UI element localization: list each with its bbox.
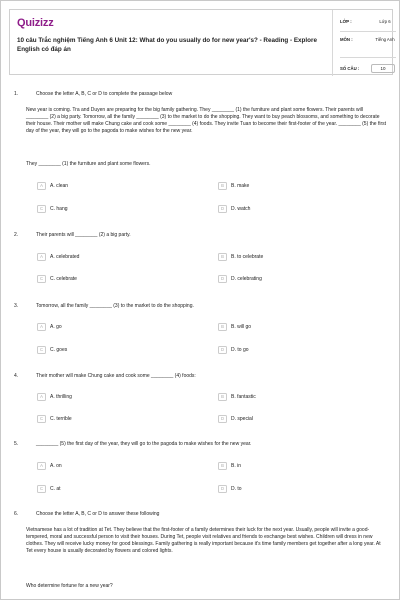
option-d[interactable]	[218, 415, 253, 423]
option-text: C. terrible	[50, 415, 72, 422]
option-letter: C	[37, 346, 46, 354]
option-letter: C	[37, 415, 46, 423]
option-letter: B	[218, 253, 227, 261]
option-text: B. fantastic	[231, 393, 256, 400]
option-letter: A	[37, 253, 46, 261]
option-b[interactable]	[218, 182, 249, 190]
option-letter: B	[218, 182, 227, 190]
quizizz-logo: Quizizz	[17, 17, 54, 29]
question-prompt: Choose the letter A, B, C or D to complete the passage below	[36, 91, 173, 97]
question-prompt: Their mother will make Chung cake and cook some ________ (4) foods:	[36, 373, 196, 379]
option-letter: C	[37, 485, 46, 493]
option-text: B. will go	[231, 323, 252, 330]
question-number: 3.	[14, 303, 19, 309]
option-text: D. to	[231, 485, 242, 492]
option-letter: C	[37, 275, 46, 283]
option-b[interactable]	[218, 323, 251, 331]
reading-passage: New year is coming. Tra and Duyen are preparing for the big family gathering. They ________ (1) the furniture and plant some flowers. Their parents will ________ (2) a big party. Tomorrow, all the family ________ (3) to the market to do the shopping. They want to buy peach blossoms, and something to decorate their house. Their mother will make Chung cake and cook some ________ (4) foods. They invite Tuan to become their first-footer of the year. ________ (5) the first day of the year, they will go to the pagoda to make wishes for the new year.	[26, 107, 387, 134]
question-number: 6.	[14, 511, 19, 517]
question-prompt: Tomorrow, all the family ________ (3) to the market to do the shopping.	[36, 303, 194, 309]
option-letter: C	[37, 205, 46, 213]
option-c[interactable]	[37, 275, 77, 283]
option-b[interactable]	[218, 393, 256, 401]
option-text: A. celebrated	[50, 253, 80, 260]
question-number: 1.	[14, 91, 19, 97]
option-text: C. goes	[50, 346, 68, 353]
option-letter: D	[218, 485, 227, 493]
option-text: A. thrilling	[50, 393, 72, 400]
question-prompt: Choose the letter A, B, C or D to answer these following	[36, 511, 160, 517]
option-b[interactable]	[218, 253, 263, 261]
class-label: LỚP :	[340, 19, 352, 24]
option-d[interactable]	[218, 205, 250, 213]
option-text: B. to celebrate	[231, 253, 264, 260]
option-text: D. special	[231, 415, 253, 422]
option-text: A. on	[50, 462, 62, 469]
question-number: 4.	[14, 373, 19, 379]
option-c[interactable]	[37, 415, 72, 423]
option-letter: D	[218, 415, 227, 423]
option-text: C. at	[50, 485, 61, 492]
worksheet-header	[9, 9, 393, 75]
header-divider	[332, 10, 333, 76]
question-number: 5.	[14, 441, 19, 447]
option-a[interactable]	[37, 182, 68, 190]
option-text: D. to go	[231, 346, 249, 353]
subject-value: Tiếng Anh	[375, 37, 395, 42]
option-text: B. make	[231, 182, 250, 189]
question-prompt: ________ (5) the first day of the year, they will go to the pagoda to make wishes for the new year.	[36, 441, 252, 447]
option-letter: B	[218, 462, 227, 470]
option-c[interactable]	[37, 485, 61, 493]
class-value: Lớp 6	[379, 19, 391, 24]
option-letter: D	[218, 275, 227, 283]
option-letter: D	[218, 346, 227, 354]
option-c[interactable]	[37, 346, 67, 354]
question-number: 2.	[14, 232, 19, 238]
option-text: C. hang	[50, 205, 68, 212]
option-letter: B	[218, 323, 227, 331]
option-a[interactable]	[37, 393, 72, 401]
option-d[interactable]	[218, 346, 249, 354]
option-letter: D	[218, 205, 227, 213]
option-letter: B	[218, 393, 227, 401]
count-label: SỐ CÂU :	[340, 66, 360, 71]
option-b[interactable]	[218, 462, 241, 470]
subject-label: MÔN :	[340, 37, 353, 42]
option-letter: A	[37, 182, 46, 190]
option-d[interactable]	[218, 485, 242, 493]
question-prompt: Their parents will ________ (2) a big party.	[36, 232, 131, 238]
meta-divider	[340, 57, 396, 58]
option-letter: A	[37, 323, 46, 331]
option-text: B. in	[231, 462, 242, 469]
option-a[interactable]	[37, 462, 62, 470]
meta-divider	[340, 31, 396, 32]
question-stem: Who determine fortune for a new year?	[26, 583, 113, 589]
option-text: D. watch	[231, 205, 251, 212]
option-text: A. clean	[50, 182, 69, 189]
worksheet-title: 10 câu Trắc nghiệm Tiếng Anh 6 Unit 12: What do you usually do for new year's? - Reading - Explore English có đáp án	[17, 37, 317, 54]
option-a[interactable]	[37, 253, 79, 261]
option-text: D. celebrating	[231, 275, 262, 282]
option-letter: A	[37, 393, 46, 401]
option-c[interactable]	[37, 205, 68, 213]
reading-passage: Vietnamese has a lot of tradition at Tet. They believe that the first-footer of a family determines their luck for the next year. Usually, people will invite a good-tempered, moral and successful person to visit their houses. During Tet, people visit relatives and friends to exchange best wishes. Children will dress in new clothes. They will receive lucky money for good blessings. Family gathering is really important because it's time family members get together after a long year. At Tet every house is usually decorated by flowers and colored lights.	[26, 527, 381, 554]
option-a[interactable]	[37, 323, 62, 331]
question-count: 10	[371, 64, 395, 73]
option-letter: A	[37, 462, 46, 470]
question-stem: They ________ (1) the furniture and plant some flowers.	[26, 161, 151, 167]
option-d[interactable]	[218, 275, 262, 283]
option-text: A. go	[50, 323, 62, 330]
option-text: C. celebrate	[50, 275, 77, 282]
